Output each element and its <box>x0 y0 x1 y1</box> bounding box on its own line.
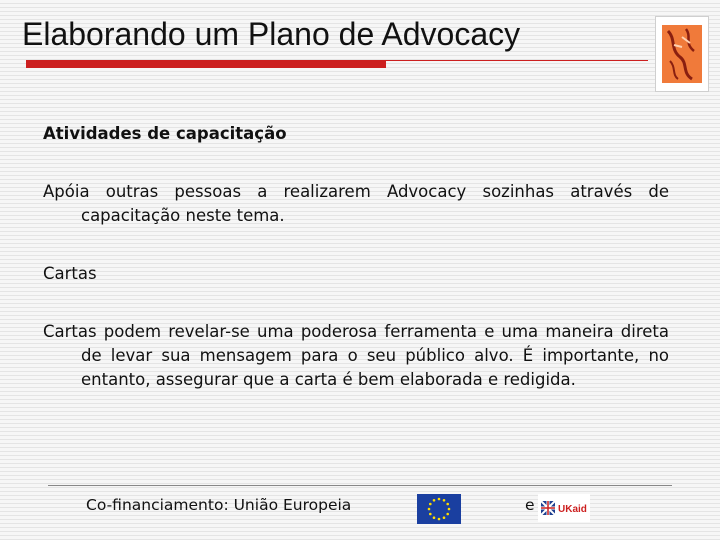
slide-title: Elaborando um Plano de Advocacy <box>22 16 521 52</box>
paragraph-cartas: Cartas podem revelar-se uma poderosa ferramenta e uma maneira direta de levar sua mensagem para o seu público alvo. É importante, no entanto, assegurar que a carta é bem elaborada e redigida. <box>43 322 669 389</box>
footer-divider <box>48 485 672 486</box>
title-underline-thin <box>386 60 648 61</box>
section-heading-cartas: Cartas <box>43 264 97 283</box>
organization-logo <box>655 16 709 92</box>
section-heading-capacitacao: Atividades de capacitação <box>43 124 287 143</box>
title-underline-bar <box>26 60 386 68</box>
slide-content <box>43 122 669 392</box>
paragraph-capacitacao: Apóia outras pessoas a realizarem Advocacy sozinhas através de capacitação neste tema. <box>43 182 669 225</box>
ukaid-logo <box>538 494 590 522</box>
ukaid-logo-text: UKaid <box>558 504 587 515</box>
footer-cofinancing-text: Co-financiamento: União Europeia <box>86 496 352 514</box>
eu-flag-icon <box>417 494 461 524</box>
footer-and-text: e <box>525 496 535 514</box>
